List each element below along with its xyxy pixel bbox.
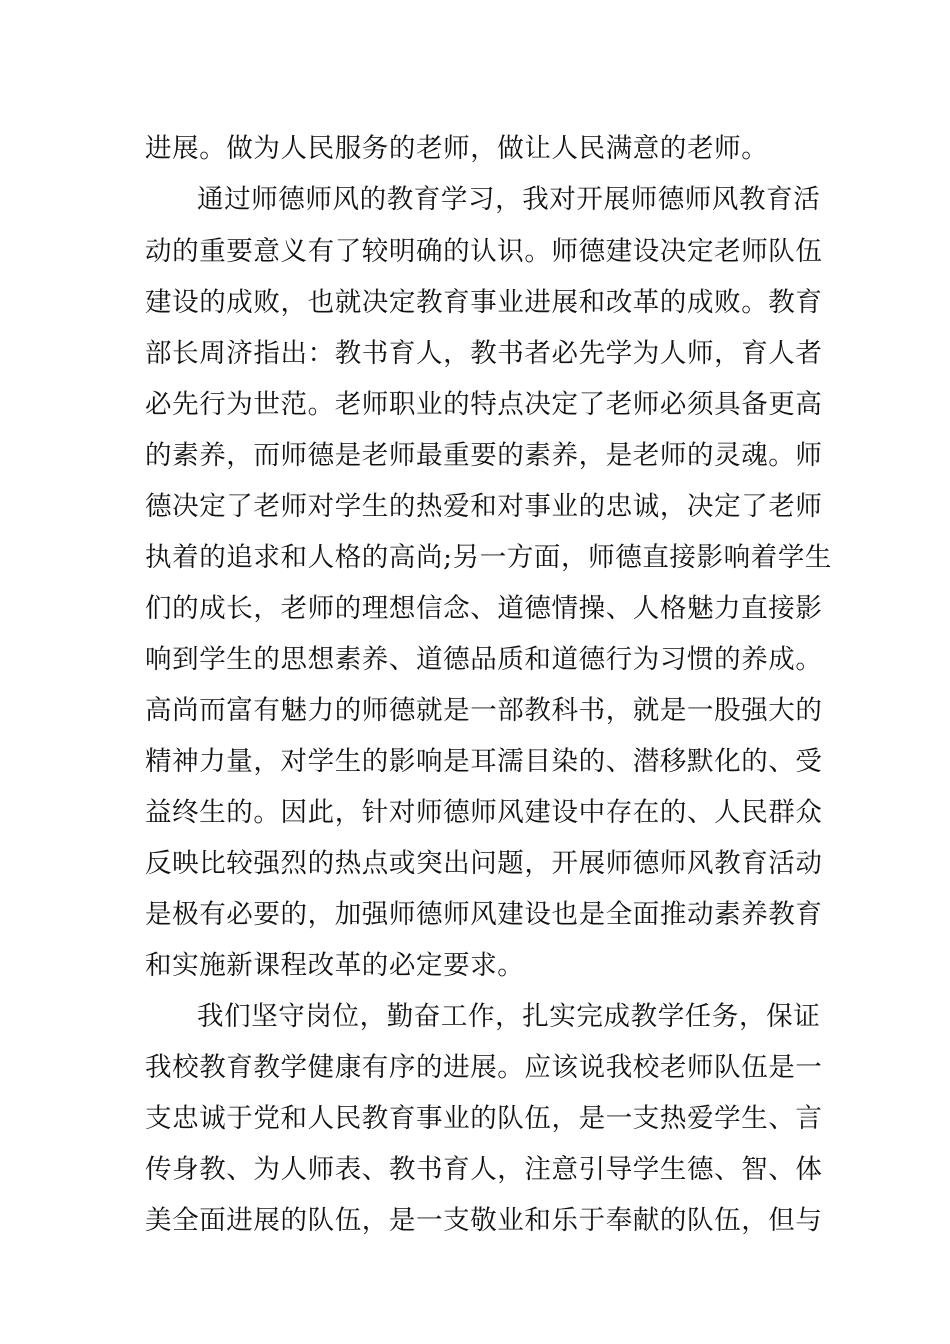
text-line: 和实施新课程改革的必定要求。 bbox=[145, 950, 525, 981]
paragraph-start-line: 我们坚守岗位，勤奋工作，扎实完成教学任务，保证 bbox=[197, 1001, 821, 1032]
text-line: 们的成长，老师的理想信念、道德情操、人格魅力直接影 bbox=[145, 593, 823, 624]
text-line: 必先行为世范。老师职业的特点决定了老师必须具备更高 bbox=[145, 389, 823, 420]
text-line: 益终生的。因此，针对师德师风建设中存在的、人民群众 bbox=[145, 797, 823, 828]
text-line: 美全面进展的队伍，是一支敬业和乐于奉献的队伍，但与 bbox=[145, 1205, 823, 1236]
text-line: 德决定了老师对学生的热爱和对事业的忠诚，决定了老师 bbox=[145, 491, 823, 522]
text-line: 高尚而富有魅力的师德就是一部教科书，就是一股强大的 bbox=[145, 695, 823, 726]
text-line: 支忠诚于党和人民教育事业的队伍，是一支热爱学生、言 bbox=[145, 1103, 823, 1134]
text-line: 反映比较强烈的热点或突出问题，开展师德师风教育活动 bbox=[145, 848, 823, 879]
text-line: 建设的成败，也就决定教育事业进展和改革的成败。教育 bbox=[145, 287, 823, 318]
text-line: 精神力量，对学生的影响是耳濡目染的、潜移默化的、受 bbox=[145, 746, 823, 777]
text-line: 我校教育教学健康有序的进展。应该说我校老师队伍是一 bbox=[145, 1052, 823, 1083]
text-line: 部长周济指出：教书育人，教书者必先学为人师，育人者 bbox=[145, 338, 823, 369]
text-line: 进展。做为人民服务的老师，做让人民满意的老师。 bbox=[145, 133, 769, 164]
text-line: 执着的追求和人格的高尚;另一方面，师德直接影响着学生 bbox=[145, 542, 833, 573]
text-line: 响到学生的思想素养、道德品质和道德行为习惯的养成。 bbox=[145, 644, 823, 675]
paragraph-start-line: 通过师德师风的教育学习，我对开展师德师风教育活 bbox=[197, 184, 821, 215]
text-line: 动的重要意义有了较明确的认识。师德建设决定老师队伍 bbox=[145, 236, 823, 267]
text-line: 传身教、为人师表、教书育人，注意引导学生德、智、体 bbox=[145, 1154, 823, 1185]
text-line: 的素养，而师德是老师最重要的素养，是老师的灵魂。师 bbox=[145, 440, 823, 471]
text-line: 是极有必要的，加强师德师风建设也是全面推动素养教育 bbox=[145, 899, 823, 930]
